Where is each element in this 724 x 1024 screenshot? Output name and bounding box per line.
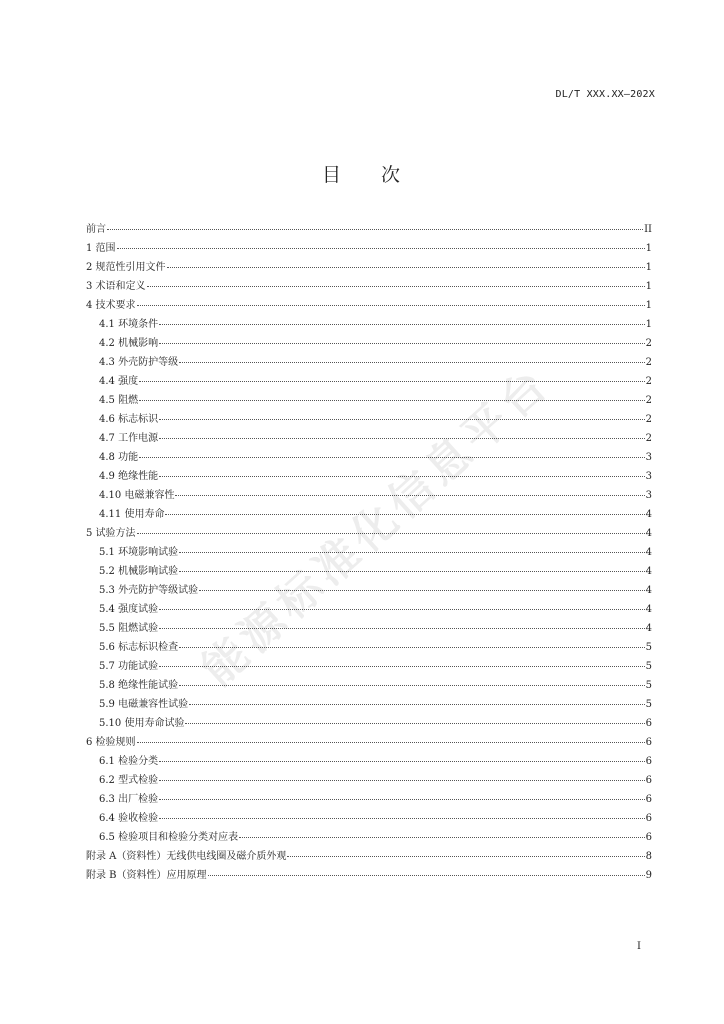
toc-entry[interactable] xyxy=(86,448,652,467)
toc-entry[interactable] xyxy=(86,695,652,714)
toc-entry-page: 5 xyxy=(645,661,652,672)
toc-entry-label: 5.5 阻燃试验 xyxy=(99,623,159,634)
toc-entry-label: 5.9 电磁兼容性试验 xyxy=(99,699,189,710)
toc-entry-page: 3 xyxy=(645,452,652,463)
toc-leader-dots xyxy=(159,475,645,477)
toc-leader-dots xyxy=(159,760,645,762)
toc-entry-label: 4.9 绝缘性能 xyxy=(99,471,159,482)
toc-entry-label: 4.4 强度 xyxy=(99,376,139,387)
toc-entry[interactable] xyxy=(86,676,652,695)
toc-leader-dots xyxy=(147,285,645,287)
toc-entry-label: 5.6 标志标识检查 xyxy=(99,642,179,653)
toc-entry-page: 1 xyxy=(645,262,652,273)
toc-entry-page: 6 xyxy=(645,737,652,748)
toc-leader-dots xyxy=(159,665,645,667)
toc-entry[interactable] xyxy=(86,828,652,847)
toc-entry-label: 1 范围 xyxy=(86,243,116,254)
toc-entry-label: 5.10 使用寿命试验 xyxy=(99,718,185,729)
toc-entry[interactable] xyxy=(86,752,652,771)
toc-leader-dots xyxy=(159,627,645,629)
toc-entry[interactable] xyxy=(86,600,652,619)
toc-entry-page: 2 xyxy=(645,395,652,406)
toc-entry[interactable] xyxy=(86,524,652,543)
toc-entry-label: 5.3 外壳防护等级试验 xyxy=(99,585,199,596)
toc-leader-dots xyxy=(179,361,645,363)
toc-leader-dots xyxy=(175,494,644,496)
toc-entry-page: II xyxy=(644,224,652,235)
toc-entry-label: 5.4 强度试验 xyxy=(99,604,159,615)
toc-entry[interactable] xyxy=(86,220,652,239)
toc-leader-dots xyxy=(159,817,645,819)
toc-entry-page: 4 xyxy=(645,604,652,615)
toc-entry-label: 5 试验方法 xyxy=(86,528,136,539)
toc-entry-page: 6 xyxy=(645,756,652,767)
toc-leader-dots xyxy=(137,741,645,743)
toc-title-part1: 目 xyxy=(321,164,343,186)
toc-leader-dots xyxy=(107,228,643,230)
toc-entry[interactable] xyxy=(86,581,652,600)
toc-entry[interactable] xyxy=(86,790,652,809)
toc-entry-label: 2 规范性引用文件 xyxy=(86,262,166,273)
toc-entry[interactable] xyxy=(86,638,652,657)
toc-entry-page: 2 xyxy=(645,433,652,444)
toc-leader-dots xyxy=(137,532,645,534)
toc-entry[interactable] xyxy=(86,809,652,828)
toc-entry-label: 4.7 工作电源 xyxy=(99,433,159,444)
toc-entry[interactable] xyxy=(86,391,652,410)
toc-entry[interactable] xyxy=(86,733,652,752)
toc-leader-dots xyxy=(139,456,645,458)
toc-leader-dots xyxy=(199,589,645,591)
toc-entry[interactable] xyxy=(86,771,652,790)
toc-entry[interactable] xyxy=(86,429,652,448)
toc-entry-page: 4 xyxy=(645,585,652,596)
toc-entry-page: 2 xyxy=(645,357,652,368)
toc-entry[interactable] xyxy=(86,315,652,334)
toc-entry-page: 4 xyxy=(645,528,652,539)
toc-entry[interactable] xyxy=(86,562,652,581)
toc-entry-label: 6.1 检验分类 xyxy=(99,756,159,767)
toc-entry-label: 6 检验规则 xyxy=(86,737,136,748)
toc-entry[interactable] xyxy=(86,239,652,258)
toc-entry[interactable] xyxy=(86,657,652,676)
toc-entry-page: 6 xyxy=(645,718,652,729)
toc-entry-page: 5 xyxy=(645,699,652,710)
toc-entry-label: 6.5 检验项目和检验分类对应表 xyxy=(99,832,239,843)
toc-entry[interactable] xyxy=(86,467,652,486)
toc-entry-page: 2 xyxy=(645,376,652,387)
toc-entry-page: 4 xyxy=(645,566,652,577)
toc-entry-page: 3 xyxy=(645,490,652,501)
document-code: DL/T XXX.XX—202X xyxy=(555,89,655,100)
toc-entry-page: 2 xyxy=(645,414,652,425)
toc-entry-page: 1 xyxy=(645,243,652,254)
toc-entry-page: 4 xyxy=(645,547,652,558)
toc-leader-dots xyxy=(179,684,645,686)
toc-entry-page: 6 xyxy=(645,813,652,824)
toc-entry[interactable] xyxy=(86,258,652,277)
toc-leader-dots xyxy=(139,380,645,382)
toc-leader-dots xyxy=(179,646,645,648)
toc-entry-label: 4.6 标志标识 xyxy=(99,414,159,425)
toc-entry-label: 附录 A（资料性）无线供电线圈及磁介质外观 xyxy=(86,851,287,862)
toc-entry-label: 4.1 环境条件 xyxy=(99,319,159,330)
toc-title xyxy=(0,160,724,187)
toc-entry[interactable] xyxy=(86,296,652,315)
watermark: 能源标准化信息平台 xyxy=(192,357,561,697)
toc-entry-label: 3 术语和定义 xyxy=(86,281,146,292)
toc-entry-page: 1 xyxy=(645,319,652,330)
toc-leader-dots xyxy=(159,437,645,439)
toc-entry[interactable] xyxy=(86,505,652,524)
toc-leader-dots xyxy=(137,304,645,306)
toc-entry[interactable] xyxy=(86,543,652,562)
toc-entry-label: 6.3 出厂检验 xyxy=(99,794,159,805)
toc-entry-page: 8 xyxy=(645,851,652,862)
toc-entry-page: 3 xyxy=(645,471,652,482)
toc-leader-dots xyxy=(159,323,645,325)
toc-leader-dots xyxy=(179,551,645,553)
toc-entry[interactable] xyxy=(86,486,652,505)
toc-leader-dots xyxy=(159,779,645,781)
toc-leader-dots xyxy=(185,722,644,724)
toc-entry-page: 6 xyxy=(645,794,652,805)
toc-entry[interactable] xyxy=(86,410,652,429)
toc-entry-page: 1 xyxy=(645,281,652,292)
toc-entry-label: 5.2 机械影响试验 xyxy=(99,566,179,577)
toc-entry-label: 5.7 功能试验 xyxy=(99,661,159,672)
toc-entry-label: 4.11 使用寿命 xyxy=(99,509,165,520)
toc-entry-page: 2 xyxy=(645,338,652,349)
toc-entry-page: 5 xyxy=(645,642,652,653)
toc-entry-label: 6.4 验收检验 xyxy=(99,813,159,824)
toc-entry[interactable] xyxy=(86,866,652,885)
toc-entry-label: 4.3 外壳防护等级 xyxy=(99,357,179,368)
toc-leader-dots xyxy=(117,247,645,249)
toc-leader-dots xyxy=(189,703,645,705)
toc-entry-label: 前言 xyxy=(86,224,106,235)
toc-entry-label: 5.8 绝缘性能试验 xyxy=(99,680,179,691)
toc-leader-dots xyxy=(167,266,645,268)
toc-entry-page: 6 xyxy=(645,775,652,786)
toc-entry-label: 4.8 功能 xyxy=(99,452,139,463)
toc-entry[interactable] xyxy=(86,714,652,733)
toc-leader-dots xyxy=(159,608,645,610)
toc-entry-page: 5 xyxy=(645,680,652,691)
toc-leader-dots xyxy=(159,418,645,420)
toc-entry-page: 6 xyxy=(645,832,652,843)
toc-entry-page: 4 xyxy=(645,509,652,520)
toc-entry[interactable] xyxy=(86,619,652,638)
toc-entry-label: 4.2 机械影响 xyxy=(99,338,159,349)
table-of-contents xyxy=(86,220,652,885)
toc-entry-label: 4.5 阻燃 xyxy=(99,395,139,406)
toc-entry-label: 4 技术要求 xyxy=(86,300,136,311)
toc-leader-dots xyxy=(239,836,645,838)
footer-page-number: I xyxy=(637,941,641,952)
toc-leader-dots xyxy=(165,513,644,515)
toc-leader-dots xyxy=(179,570,645,572)
toc-entry[interactable] xyxy=(86,277,652,296)
toc-entry-label: 附录 B（资料性）应用原理 xyxy=(86,870,207,881)
toc-leader-dots xyxy=(139,399,645,401)
toc-entry[interactable] xyxy=(86,353,652,372)
toc-entry-page: 4 xyxy=(645,623,652,634)
toc-entry[interactable] xyxy=(86,372,652,391)
toc-entry-label: 6.2 型式检验 xyxy=(99,775,159,786)
toc-entry[interactable] xyxy=(86,334,652,353)
toc-entry-page: 1 xyxy=(645,300,652,311)
toc-leader-dots xyxy=(159,798,645,800)
toc-leader-dots xyxy=(208,874,645,876)
toc-entry-page: 9 xyxy=(645,870,652,881)
toc-leader-dots xyxy=(159,342,645,344)
toc-entry[interactable] xyxy=(86,847,652,866)
toc-title-part2: 次 xyxy=(381,164,403,186)
toc-leader-dots xyxy=(287,855,644,857)
toc-entry-label: 5.1 环境影响试验 xyxy=(99,547,179,558)
toc-entry-label: 4.10 电磁兼容性 xyxy=(99,490,175,501)
